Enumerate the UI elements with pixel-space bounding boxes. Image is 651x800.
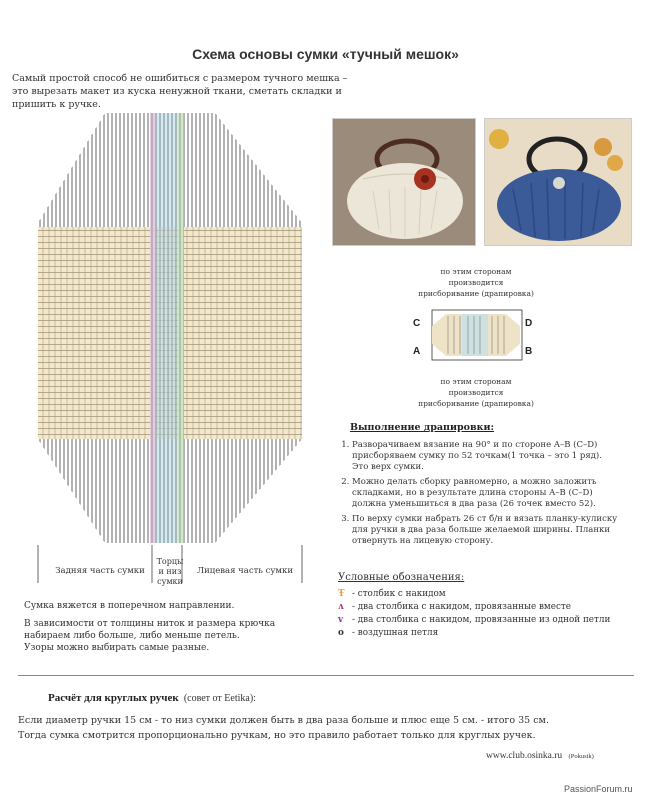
instruction-step: 1. Разворачиваем вязание на 90° и по стороне A–B (C–D) присборяваем сумку по 52 точкам(1 точка – это 1 ряд). Это верх сумки. [352,440,620,473]
photo-white-bag [332,118,476,246]
label-front: Лицевая часть сумки [196,566,293,576]
legend-item [338,588,638,601]
mini-top-note: по этим сторонам производится присборивание (драпировка) [418,267,534,298]
note-patterns: Узоры можно выбирать самые разные. [24,643,210,653]
legend-text: - воздушная петля [352,628,439,638]
divider [18,675,634,676]
label-back: Задняя часть сумки [55,566,145,576]
legend-item [338,614,638,627]
instructions-title: Выполнение драпировки: [350,422,495,433]
page-title: Схема основы сумки «тучный мешок» [192,46,459,62]
label-sides: Торцы и низ сумки [156,557,184,586]
legend-item [338,601,638,614]
corner-a: A [413,346,421,357]
legend-title: Условные обозначения: [338,572,465,583]
legend-text: - два столбика с накидом, провязанные вместе [352,602,571,612]
legend-text: - два столбика с накидом, провязанные из одной петли [352,615,611,625]
corner-c: C [413,318,421,329]
calc-line2: Тогда сумка смотрится пропорционально ручкам, но это правило работает только для круглых ручек. [18,730,536,741]
instruction-step: 3. По верху сумки набрать 26 ст б/н и вязать планку-кулиску для ручки в два раза больше желаемой ширины. Планки отвернуть на лицевую сторону. [352,514,620,547]
legend [338,588,638,640]
legend-symbol: Ŧ [338,589,345,599]
instructions-list [334,440,620,551]
note-direction: Сумка вяжется в поперечном направлении. [24,601,235,611]
calc-line1: Если диаметр ручки 15 см - то низ сумки должен быть в два раза больше и плюс еще 5 см. - итого 35 см. [18,715,549,726]
instruction-step: 2. Можно делать сборку равномерно, а можно заложить складками, но в результате длина стороны A–B (C–D) должна уменьшиться в два раза (26 точек вместо 52). [352,477,620,510]
legend-text: - столбик с накидом [352,589,446,599]
mini-diagram [408,300,548,370]
photo-blue-bag [484,118,632,246]
note-thickness: В зависимости от толщины ниток и размера крючка набираем либо больше, либо меньше петель. [24,619,276,641]
intro-text: Самый простой способ не ошибиться с размером тучного мешка – это вырезать макет из куска ненужной ткани, сметать складки и пришить к ручке. [12,73,348,110]
crochet-chart [10,105,330,605]
legend-symbol: v [338,615,344,625]
button-icon [553,177,565,189]
corner-d: D [525,318,533,329]
site-url [486,751,594,761]
watermark: PassionForum.ru [564,784,633,794]
legend-symbol: ʌ [338,602,344,612]
legend-symbol: o [338,628,344,638]
site-tag: (Pokusik) [568,753,594,760]
site-link[interactable]: www.club.osinka.ru [486,751,563,761]
legend-item [338,627,638,640]
calc-title: Расчёт для круглых ручек [48,692,179,704]
calc-note: (совет от Eetika): [183,693,256,704]
mini-bottom-note: по этим сторонам производится присборивание (драпировка) [418,377,534,408]
corner-b: B [525,346,533,357]
calc-heading [48,686,256,705]
